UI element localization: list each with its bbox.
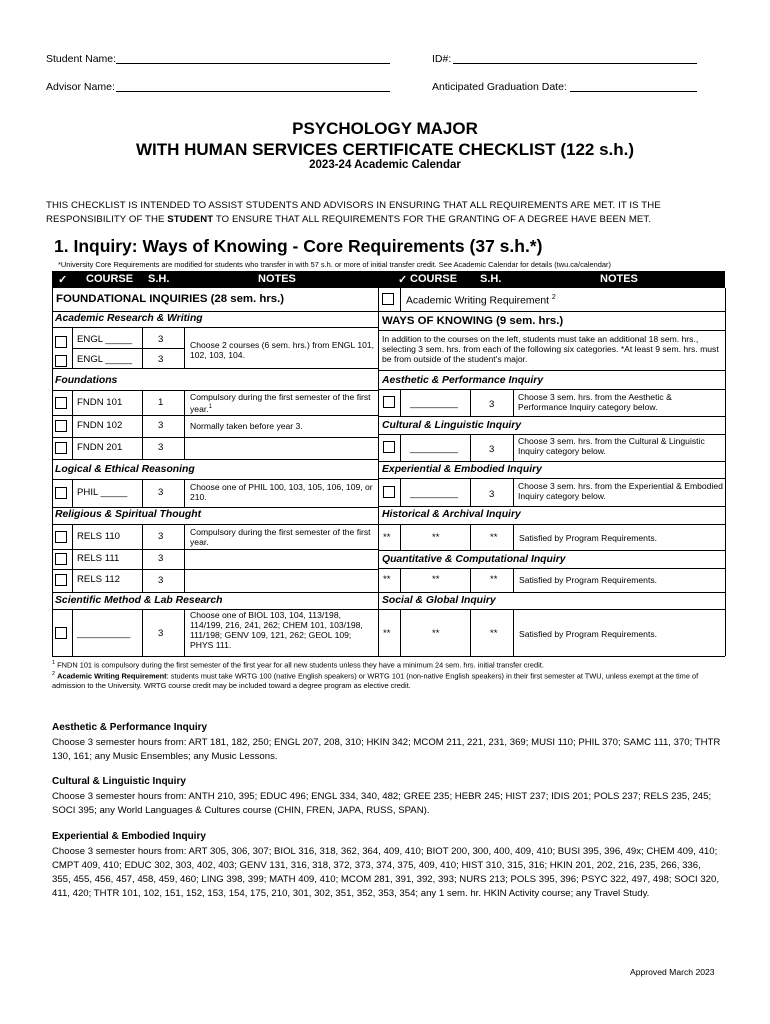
experiential-list: Choose 3 semester hours from: ART 305, 306, 307; BIOL 316, 318, 362, 364, 409, 410; BIOT 200, 300, 400, 409, 410; BUSI 395, 396, 49x; CHEM 409, 410; CMPT 409, 410; EDUC 302, 303, 402, 403; GENV 131, 316, 318, 372, 373, 374, 375, 409, 410; HIST 310, 315, 316; HKIN 201, 202, 216, 235, 266, 336, 355, 455, 456, 457, 458, 459, 460; LING 398, 399; MATH 409, 410; MCOM 281, 391, 392, 393; NURS 213; POLS 395, 396; PSYC 322, 497, 498; SOCI 320, 411, 420; THTR 101, 102, 151, 152, 153, 154, 175, 210, 301, 302, 351, 352, 353, 354; any 1 sem. hr. HKIN Activity course; any Travel Study. <box>52 846 720 899</box>
rels112-course: RELS 112 <box>77 574 121 585</box>
check-header-right: ✓ <box>398 274 408 286</box>
aesthetic-note: Choose 3 sem. hrs. from the Aesthetic & Performance Inquiry category below. <box>518 392 672 412</box>
page-title: PSYCHOLOGY MAJOR <box>292 119 478 138</box>
experiential-sh: 3 <box>489 489 495 500</box>
science-course[interactable]: __________ <box>77 628 131 639</box>
approved-date: Approved March 2023 <box>630 967 715 977</box>
engl1-checkbox[interactable] <box>55 336 67 348</box>
check-header-left: ✓ <box>58 274 68 286</box>
quantitative-col1: ** <box>383 574 391 585</box>
rels110-checkbox[interactable] <box>55 531 67 543</box>
academic-writing-checkbox[interactable] <box>382 293 394 305</box>
engl1-course[interactable]: ENGL _____ <box>77 334 133 345</box>
advisor-name-field[interactable] <box>116 80 390 92</box>
cultural-sh: 3 <box>489 444 495 455</box>
academic-research-heading: Academic Research & Writing <box>55 313 203 324</box>
social-col3: ** <box>490 628 498 639</box>
fndn101-sh: 1 <box>158 397 164 408</box>
student-name-label: Student Name: <box>46 53 117 65</box>
fndn201-checkbox[interactable] <box>55 442 67 454</box>
notes-header-right: NOTES <box>600 273 638 285</box>
science-sh: 3 <box>158 628 164 639</box>
social-heading: Social & Global Inquiry <box>382 595 496 606</box>
experiential-course[interactable]: _________ <box>410 488 459 499</box>
fndn101-checkbox[interactable] <box>55 397 67 409</box>
rels110-sh: 3 <box>158 531 164 542</box>
social-col1: ** <box>383 628 391 639</box>
historical-heading: Historical & Archival Inquiry <box>382 509 521 520</box>
section-heading: 1. Inquiry: Ways of Knowing - Core Requirements (37 s.h.*) <box>54 236 543 256</box>
sh-header-right: S.H. <box>480 273 502 285</box>
fndn101-note: Compulsory during the first semester of the first year.$^1$ <box>190 392 371 414</box>
column-divider <box>378 288 379 656</box>
sh-header-left: S.H. <box>148 273 170 285</box>
foundations-heading: Foundations <box>55 375 118 386</box>
historical-note: Satisfied by Program Requirements. <box>519 533 658 543</box>
experiential-list-heading: Experiential & Embodied Inquiry <box>52 831 206 842</box>
grad-date-field[interactable] <box>570 80 697 92</box>
phil-note: Choose one of PHIL 100, 103, 105, 106, 109, or 210. <box>190 482 373 502</box>
engl2-sh: 3 <box>158 354 164 365</box>
academic-writing-label: Academic Writing Requirement $^2$ <box>406 294 556 307</box>
rels112-checkbox[interactable] <box>55 574 67 586</box>
rels110-course: RELS 110 <box>77 531 121 542</box>
fndn102-sh: 3 <box>158 420 164 431</box>
engl2-course[interactable]: ENGL _____ <box>77 354 133 365</box>
engl2-checkbox[interactable] <box>55 355 67 367</box>
rels111-sh: 3 <box>158 553 164 564</box>
fndn102-checkbox[interactable] <box>55 420 67 432</box>
cultural-list: Choose 3 semester hours from: ANTH 210, 395; EDUC 496; ENGL 334, 340, 482; GREE 235; HEBR 245; HIST 237; IDIS 201; POLS 237; RELS 235, 245; SOCI 395; any World Languages & Cultures course (CHIN, FREN, JAPA, RUSS, SPAN). <box>52 791 712 816</box>
aesthetic-heading: Aesthetic & Performance Inquiry <box>382 375 544 386</box>
rels112-sh: 3 <box>158 575 164 586</box>
aesthetic-checkbox[interactable] <box>383 396 395 408</box>
science-note: Choose one of BIOL 103, 104, 113/198, 114/199, 216, 241, 262; CHEM 101, 103/198, 111/198; GENV 109, 121, 262; GEOL 109; PHYS 111. <box>190 610 363 650</box>
aesthetic-list-heading: Aesthetic & Performance Inquiry <box>52 722 208 733</box>
experiential-heading: Experiential & Embodied Inquiry <box>382 464 542 475</box>
id-field[interactable] <box>453 52 697 64</box>
rels111-checkbox[interactable] <box>55 553 67 565</box>
cultural-checkbox[interactable] <box>383 441 395 453</box>
engl-note: Choose 2 courses (6 sem. hrs.) from ENGL 101, 102, 103, 104. <box>190 340 375 360</box>
fndn101-course: FNDN 101 <box>77 397 123 408</box>
social-col2: ** <box>432 628 440 639</box>
page-subtitle: WITH HUMAN SERVICES CERTIFICATE CHECKLIST (122 s.h.) <box>135 140 635 159</box>
cultural-list-heading: Cultural & Linguistic Inquiry <box>52 776 186 787</box>
social-note: Satisfied by Program Requirements. <box>519 629 658 639</box>
aesthetic-course[interactable]: _________ <box>410 398 459 409</box>
intro-text: THIS CHECKLIST IS INTENDED TO ASSIST STUDENTS AND ADVISORS IN ENSURING THAT ALL REQUIREMENTS ARE MET. IT IS THE RESPONSIBILITY OF THE STUDENT TO ENSURE THAT ALL REQUIREMENTS FOR THE GRANTING OF A DEGREE HAVE BEEN MET. <box>46 200 661 225</box>
course-header-right: COURSE <box>410 273 458 285</box>
fndn102-course: FNDN 102 <box>77 420 123 431</box>
footnote-1: $^1$ FNDN 101 is compulsory during the first semester of the first year for all new students unless they have a minimum 24 sem. hrs. initial transfer credit. <box>52 660 544 670</box>
fndn201-sh: 3 <box>158 442 164 453</box>
notes-header-left: NOTES <box>258 273 296 285</box>
engl1-sh: 3 <box>158 334 164 345</box>
grad-date-label: Anticipated Graduation Date: <box>432 81 567 93</box>
id-label: ID#: <box>432 53 452 65</box>
cultural-note: Choose 3 sem. hrs. from the Cultural & Linguistic Inquiry category below. <box>518 436 705 456</box>
footnote-2: $^2$ Academic Writing Requirement: students must take WRTG 100 (native English speakers) or WRTG 101 (non-native English speakers) in their first semester at TWU, unless exempt at the time of admission to the University. WRTG course credit may be included toward a degree program as elective credit. <box>52 671 699 691</box>
cultural-course[interactable]: _________ <box>410 443 459 454</box>
phil-checkbox[interactable] <box>55 487 67 499</box>
rels111-course: RELS 111 <box>77 553 120 564</box>
historical-col2: ** <box>432 532 440 543</box>
quantitative-col2: ** <box>432 574 440 585</box>
phil-course[interactable]: PHIL _____ <box>77 487 128 498</box>
ways-note: In addition to the courses on the left, students must take an additional 18 sem. hrs., selecting 3 sem. hrs. from each of the following six categories. *At least 9 sem. hrs. must be from outside of the student's major. <box>382 334 719 364</box>
student-name-field[interactable] <box>116 52 390 64</box>
religious-heading: Religious & Spiritual Thought <box>55 509 202 520</box>
fndn201-course: FNDN 201 <box>77 442 123 453</box>
cultural-heading: Cultural & Linguistic Inquiry <box>382 420 522 431</box>
scientific-heading: Scientific Method & Lab Research <box>55 595 223 606</box>
foundational-heading: FOUNDATIONAL INQUIRIES (28 sem. hrs.) <box>56 293 285 305</box>
experiential-note: Choose 3 sem. hrs. from the Experiential & Embodied Inquiry category below. <box>518 481 723 501</box>
logical-heading: Logical & Ethical Reasoning <box>55 464 195 475</box>
experiential-checkbox[interactable] <box>383 486 395 498</box>
phil-sh: 3 <box>158 487 164 498</box>
quantitative-col3: ** <box>490 574 498 585</box>
science-checkbox[interactable] <box>55 627 67 639</box>
ways-heading: WAYS OF KNOWING (9 sem. hrs.) <box>382 315 564 327</box>
section-note: *University Core Requirements are modified for students who transfer in with 57 s.h. or more of initial transfer credit. See Academic Calendar for details (twu.ca/calendar) <box>58 260 611 269</box>
aesthetic-sh: 3 <box>489 399 495 410</box>
fndn102-note: Normally taken before year 3. <box>190 421 303 431</box>
rels110-note: Compulsory during the first semester of the first year. <box>190 527 371 547</box>
academic-calendar: 2023-24 Academic Calendar <box>309 159 461 171</box>
advisor-name-label: Advisor Name: <box>46 81 115 93</box>
table-header <box>52 271 725 288</box>
historical-col1: ** <box>383 532 391 543</box>
aesthetic-list: Choose 3 semester hours from: ART 181, 182, 250; ENGL 207, 208, 310; HKIN 342; MCOM 211, 221, 231, 369; MUSI 110; PHIL 370; SAMC 111, 370; THTR 130, 161; any Music Ensembles; any Music Lessons. <box>52 737 721 762</box>
quantitative-heading: Quantitative & Computational Inquiry <box>382 554 566 565</box>
course-header-left: COURSE <box>86 273 134 285</box>
quantitative-note: Satisfied by Program Requirements. <box>519 575 658 585</box>
historical-col3: ** <box>490 532 498 543</box>
